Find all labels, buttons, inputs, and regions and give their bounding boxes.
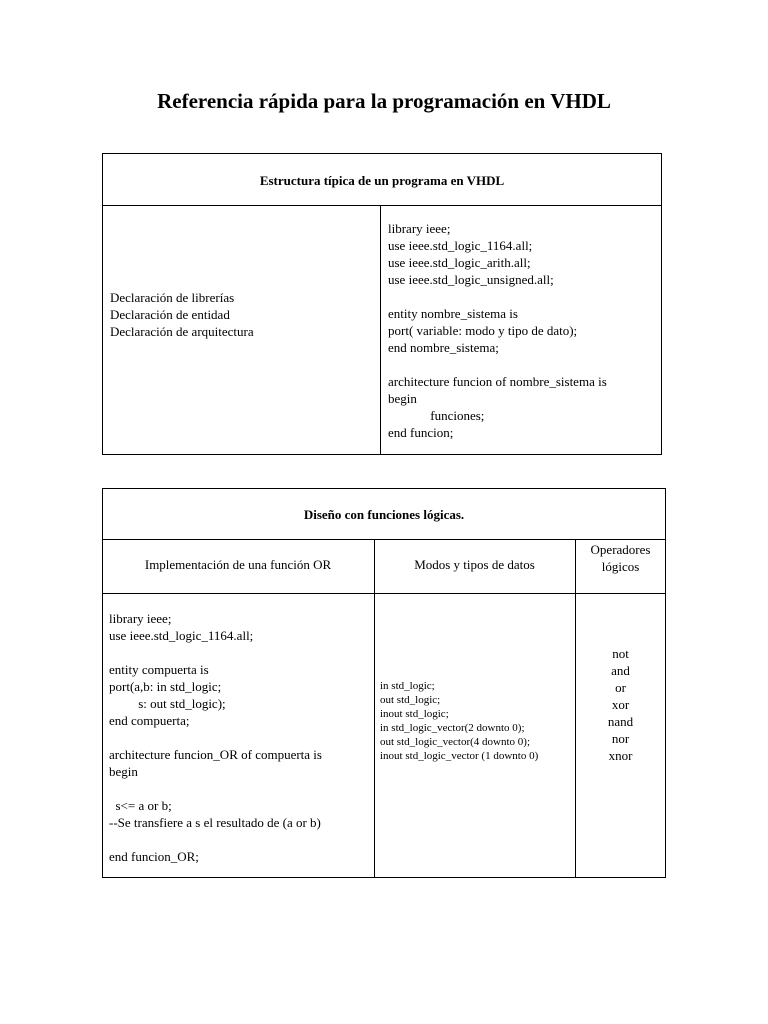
table1-divider bbox=[102, 205, 662, 206]
modes-list: in std_logic; out std_logic; inout std_logic; in std_logic_vector(2 downto 0); out std_logic_vector(4 downto 0); inout std_logic_vector (1 downto 0) bbox=[380, 680, 539, 762]
operator-or: or bbox=[615, 680, 626, 695]
col-header-operadores: Operadores lógicos bbox=[590, 542, 651, 574]
operator-and: and bbox=[611, 663, 630, 678]
table2-divider-2 bbox=[102, 593, 666, 594]
operator-nor: nor bbox=[611, 731, 630, 746]
col-header-implementacion: Implementación de una función OR bbox=[144, 557, 332, 572]
operator-xor: xor bbox=[611, 697, 630, 712]
operator-nand: nand bbox=[607, 714, 634, 729]
table2-divider-1 bbox=[102, 539, 666, 540]
table1-sections: Declaración de librerías Declaración de entidad Declaración de arquitectura bbox=[110, 290, 254, 339]
operators-list bbox=[575, 645, 666, 764]
table2-header: Diseño con funciones lógicas. bbox=[303, 507, 465, 522]
or-implementation-code: library ieee; use ieee.std_logic_1164.all; entity compuerta is port(a,b: in std_logic; s: out std_logic); end compuerta; architecture funcion_OR of compuerta is begin s<= a or b; --Se transfiere a s el resultado de (a or b) end funcion_OR; bbox=[109, 611, 322, 864]
page-title: Referencia rápida para la programación en VHDL bbox=[157, 89, 611, 113]
table2-col-divider-1 bbox=[374, 539, 375, 878]
operator-xnor: xnor bbox=[608, 748, 633, 763]
table1-header: Estructura típica de un programa en VHDL bbox=[259, 173, 505, 188]
operator-not: not bbox=[612, 646, 629, 661]
table1-col-divider bbox=[380, 205, 381, 455]
col-header-modos: Modos y tipos de datos bbox=[414, 557, 535, 572]
table1-code: library ieee; use ieee.std_logic_1164.all; use ieee.std_logic_arith.all; use ieee.std_logic_unsigned.all; entity nombre_sistema is port( variable: modo y tipo de dato); end nombre_sistema; architecture funcion of nombre_sistema is begin funciones; end funcion; bbox=[388, 221, 607, 440]
